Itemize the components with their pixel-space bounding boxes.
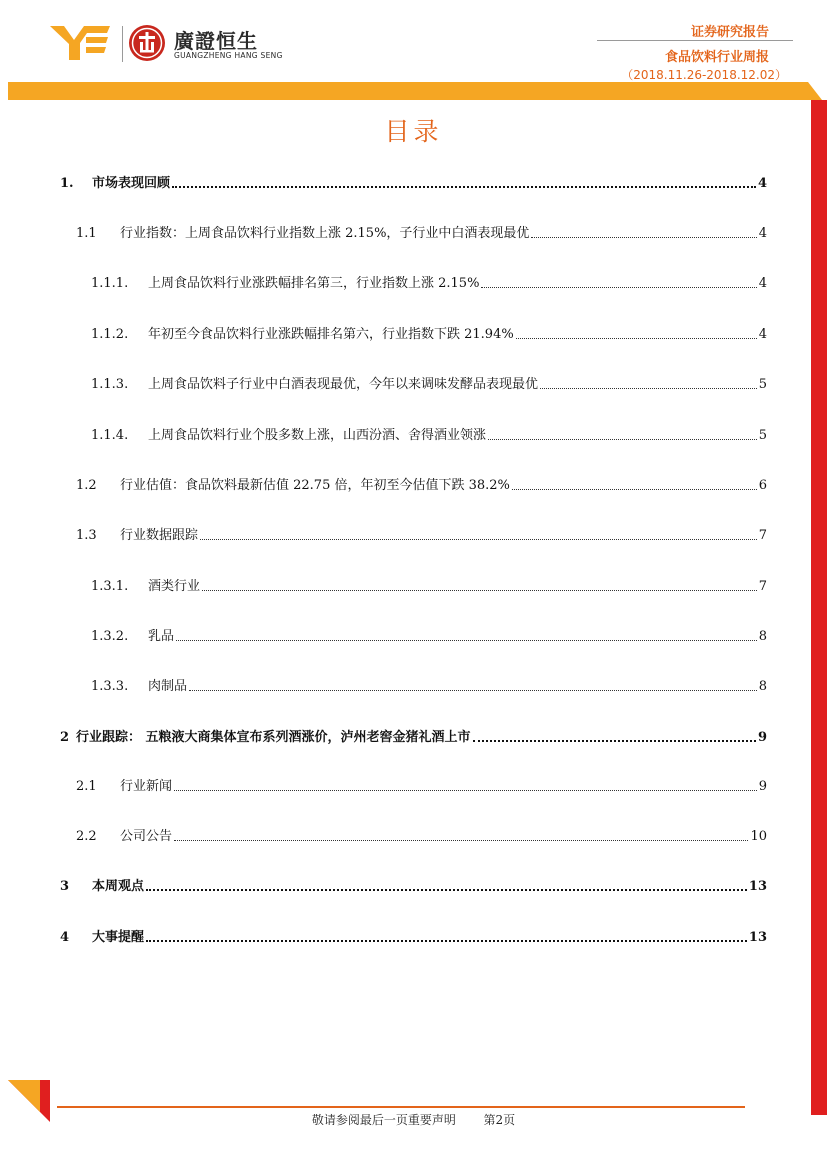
toc-leader	[174, 790, 757, 791]
header-band	[8, 82, 827, 100]
toc-entry-4[interactable]	[60, 929, 767, 946]
toc-entry-title: 上周食品饮料行业涨跌幅排名第三，行业指数上涨 2.15%	[148, 276, 480, 291]
toc-entry-1-2[interactable]	[76, 477, 767, 494]
toc-entry-number: 1.1.3.	[91, 377, 129, 392]
toc-entry-title: 上周食品饮料子行业中白酒表现最优，今年以来调味发酵品表现最优	[148, 377, 539, 392]
toc-entry-number: 4	[60, 930, 70, 945]
toc-entry-1-3-3[interactable]	[91, 678, 767, 695]
footer-divider	[57, 1106, 745, 1108]
toc-entry-title: 市场表现回顾	[92, 176, 171, 191]
toc-entry-3[interactable]	[60, 878, 767, 895]
toc-entry-1[interactable]	[60, 175, 767, 192]
toc-entry-page: 4	[758, 226, 767, 241]
toc-entry-title: 公司公告	[120, 829, 173, 844]
toc-entry-page: 7	[758, 528, 767, 543]
toc-entry-1-1[interactable]	[76, 225, 767, 242]
seal-logo-icon	[128, 24, 166, 62]
toc-leader	[202, 590, 757, 591]
toc-entry-title: 行业数据跟踪	[120, 528, 199, 543]
toc-leader	[146, 889, 747, 891]
toc-entry-number: 1.	[60, 176, 74, 191]
toc-entry-1-3-2[interactable]	[91, 628, 767, 645]
toc-entry-title: 大事提醒	[92, 930, 145, 945]
brand-name-en: GUANGZHENG HANG SENG	[174, 51, 283, 60]
toc-entry-page: 7	[758, 579, 767, 594]
toc-entry-page: 9	[758, 779, 767, 794]
toc-entry-page: 13	[748, 930, 767, 945]
toc-entry-title: 乳品	[148, 629, 175, 644]
toc-entry-number: 1.1	[76, 226, 97, 241]
footer	[0, 1111, 827, 1128]
toc-leader	[176, 640, 757, 641]
report-title: 食品饮料行业周报	[664, 50, 769, 65]
toc-entry-number: 2	[60, 730, 70, 745]
toc-entry-page: 8	[758, 679, 767, 694]
header-divider	[597, 40, 793, 41]
toc-entry-page: 5	[758, 377, 767, 392]
toc-leader	[189, 690, 757, 691]
toc-entry-title: 行业指数：上周食品饮料行业指数上涨 2.15%，子行业中白酒表现最优	[120, 226, 530, 241]
toc-entry-title: 行业跟踪： 五粮液大商集体宣布系列酒涨价，泸州老窖金猪礼酒上市	[76, 730, 471, 745]
toc-entry-title: 本周观点	[92, 879, 145, 894]
toc-heading: 目录	[384, 117, 443, 146]
toc-leader	[516, 338, 757, 339]
toc-entry-1-3-1[interactable]	[91, 578, 767, 595]
toc-entry-title: 行业新闻	[120, 779, 173, 794]
toc-entry-1-1-3[interactable]	[91, 376, 767, 393]
toc-entry-1-1-2[interactable]	[91, 326, 767, 343]
toc-entry-2-1[interactable]	[76, 778, 767, 795]
toc-entry-title: 酒类行业	[148, 579, 201, 594]
logo-divider	[122, 26, 123, 62]
toc-entry-title: 肉制品	[148, 679, 188, 694]
toc-entry-number: 2.2	[76, 829, 97, 844]
toc-entry-title: 年初至今食品饮料行业涨跌幅排名第六，行业指数下跌 21.94%	[148, 327, 514, 342]
toc-leader	[488, 439, 757, 440]
toc-entry-page: 13	[748, 879, 767, 894]
toc-entry-number: 1.1.1.	[91, 276, 129, 291]
toc-leader	[481, 287, 756, 288]
toc-entry-number: 1.3	[76, 528, 97, 543]
report-date-range: （2018.11.26-2018.12.02）	[621, 68, 787, 82]
toc-leader	[200, 539, 757, 540]
toc-entry-1-1-1[interactable]	[91, 275, 767, 292]
guangfa-logo-icon	[50, 24, 110, 62]
toc-entry-number: 1.1.2.	[91, 327, 129, 342]
toc-entry-2-2[interactable]	[76, 828, 767, 845]
footer-notice: 敬请参阅最后一页重要声明	[311, 1113, 456, 1127]
toc-leader	[473, 740, 756, 742]
toc-entry-2[interactable]	[60, 729, 767, 746]
toc-entry-1-3[interactable]	[76, 527, 767, 544]
side-accent-bar	[811, 100, 827, 1115]
toc-entry-number: 1.3.1.	[91, 579, 129, 594]
toc-leader	[174, 840, 748, 841]
toc-entry-page: 9	[757, 730, 767, 745]
toc-entry-number: 1.1.4.	[91, 428, 129, 443]
toc-entry-number: 1.3.3.	[91, 679, 129, 694]
toc-entry-1-1-4[interactable]	[91, 427, 767, 444]
page-number: 第2页	[483, 1113, 516, 1127]
toc-leader	[512, 489, 757, 490]
toc-entry-page: 4	[758, 276, 767, 291]
toc-entry-number: 2.1	[76, 779, 97, 794]
toc-entry-page: 8	[758, 629, 767, 644]
report-type: 证券研究报告	[690, 25, 769, 40]
toc-leader	[146, 940, 747, 942]
toc-entry-page: 5	[758, 428, 767, 443]
toc-entry-page: 6	[758, 478, 767, 493]
toc-entry-title: 上周食品饮料行业个股多数上涨，山西汾酒、舍得酒业领涨	[148, 428, 487, 443]
toc-leader	[540, 388, 757, 389]
toc-entry-number: 1.2	[76, 478, 97, 493]
toc-entry-title: 行业估值：食品饮料最新估值 22.75 倍，年初至今估值下跌 38.2%	[120, 478, 510, 493]
toc-leader	[172, 186, 756, 188]
toc-entry-page: 4	[757, 176, 767, 191]
toc-entry-number: 1.3.2.	[91, 629, 129, 644]
brand-name-cn: 廣證恒生	[174, 29, 258, 53]
toc-entry-page: 4	[758, 327, 767, 342]
toc-entry-page: 10	[750, 829, 767, 844]
toc-entry-number: 3	[60, 879, 70, 894]
toc-leader	[531, 237, 756, 238]
